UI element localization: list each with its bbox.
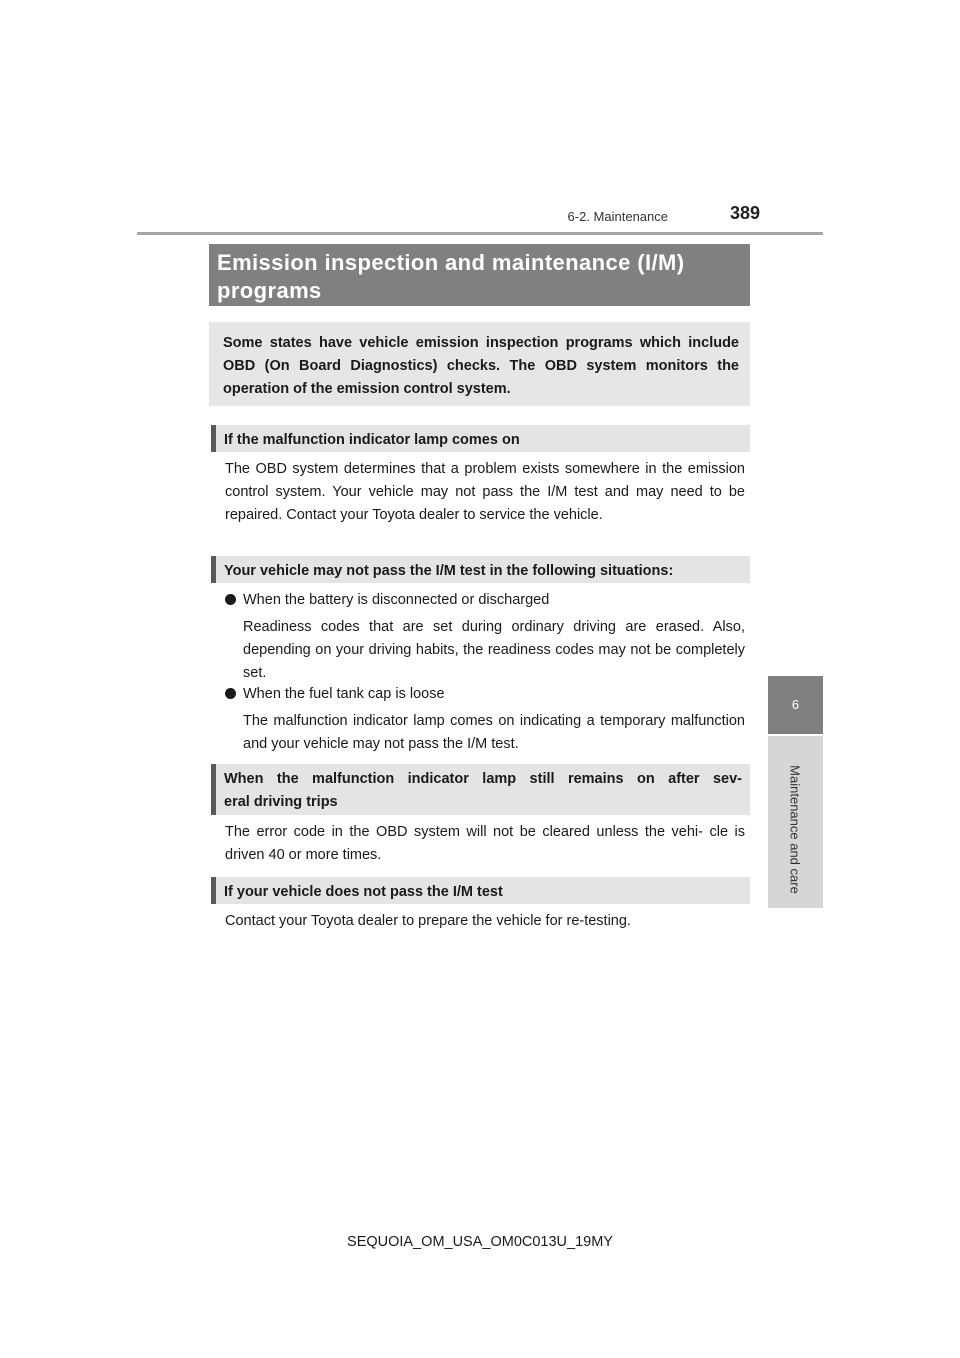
body-lamp-remains-on: The error code in the OBD system will not be cleared unless the vehi- cle is driven 40 or more times. — [225, 824, 745, 863]
subheading-may-not-pass: Your vehicle may not pass the I/M test in the following situations: — [211, 556, 750, 583]
bullet-item-fuel-cap — [225, 683, 745, 706]
header-rule — [137, 232, 823, 235]
subheading-lamp-remains-on — [211, 764, 750, 815]
subheading-line-2: eral driving trips — [224, 794, 338, 810]
bullet-text: When the battery is disconnected or discharged — [243, 592, 550, 608]
page-title-box — [209, 244, 750, 306]
footer-doc-code: SEQUOIA_OM_USA_OM0C013U_19MY — [347, 1234, 613, 1250]
body-does-not-pass: Contact your Toyota dealer to prepare the vehicle for re-testing. — [225, 913, 631, 929]
subheading-line-1: When the malfunction indicator lamp still remains on after sev- — [224, 771, 742, 787]
page-title-line-1: Emission inspection and maintenance (I/M) — [217, 250, 685, 275]
bullet-icon — [225, 594, 236, 605]
bullet-detail-fuel-cap: The malfunction indicator lamp comes on indicating a temporary malfunction and your vehicle may not pass the I/M test. — [243, 713, 745, 752]
page-number: 389 — [729, 203, 760, 223]
subheading-malfunction-lamp: If the malfunction indicator lamp comes on — [211, 425, 750, 452]
section-header: 6-2. Maintenance — [567, 209, 668, 224]
body-malfunction-lamp: The OBD system determines that a problem exists somewhere in the emission control system. Your vehicle may not pass the I/M test and may need to be repaired. Contact your Toyota dealer to service the vehicle. — [225, 461, 745, 523]
intro-box — [209, 322, 750, 406]
page-title-line-2: programs — [217, 278, 322, 303]
bullet-icon — [225, 688, 236, 699]
bullet-item-battery — [225, 589, 745, 612]
bullet-detail-battery: Readiness codes that are set during ordinary driving are erased. Also, depending on your driving habits, the readiness codes may not be completely set. — [243, 619, 745, 681]
subheading-does-not-pass: If your vehicle does not pass the I/M test — [211, 877, 750, 904]
intro-text: Some states have vehicle emission inspection programs which include OBD (On Board Diagnostics) checks. The OBD system monitors the operation of the emission control system. — [223, 335, 739, 397]
chapter-label: Maintenance and care — [787, 765, 803, 894]
chapter-tab: 6 — [768, 676, 823, 734]
bullet-text: When the fuel tank cap is loose — [243, 686, 445, 702]
